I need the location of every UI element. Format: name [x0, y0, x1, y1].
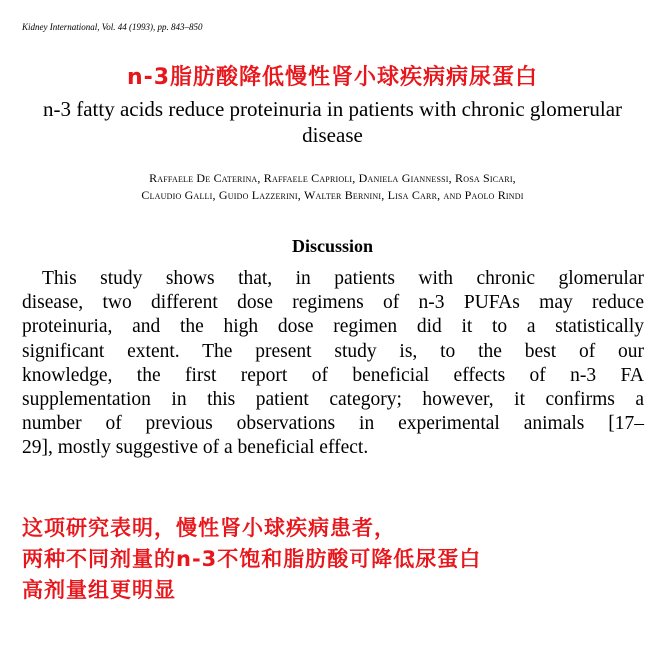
paragraph-line: This study shows that, in patients with chronic glomerular — [42, 268, 644, 289]
author-list — [20, 170, 645, 204]
paragraph-line: knowledge, the first report of beneficial effects of n-3 FA — [22, 364, 644, 386]
summary-line-3: 高剂量组更明显 — [22, 578, 176, 602]
paragraph-line: 29], mostly suggestive of a beneficial effect. — [22, 437, 369, 459]
author-line-2: Claudio Galli, Guido Lazzerini, Walter Bernini, Lisa Carr, and Paolo Rindi — [141, 188, 524, 202]
summary-line-2: 两种不同剂量的n-3不饱和脂肪酸可降低尿蛋白 — [22, 547, 482, 571]
chinese-summary — [22, 513, 481, 606]
paragraph-line: supplementation in this patient category; however, it confirms a — [22, 389, 644, 411]
section-heading: Discussion — [291, 236, 374, 256]
journal-citation: Kidney International, Vol. 44 (1993), pp. 843–850 — [22, 22, 203, 32]
discussion-paragraph — [22, 267, 644, 461]
paragraph-line: significant extent. The present study is, to the best of our — [22, 340, 644, 362]
chinese-title: n-3脂肪酸降低慢性肾小球疾病病尿蛋白 — [126, 65, 539, 90]
summary-line-1: 这项研究表明，慢性肾小球疾病患者， — [22, 516, 396, 540]
paragraph-line: disease, two different dose regimens of n-3 PUFAs may reduce — [22, 292, 644, 314]
paragraph-line: proteinuria, and the high dose regimen did it to a statistically — [22, 316, 644, 338]
paragraph-line: number of previous observations in experimental animals [17– — [22, 413, 644, 435]
author-line-1: Raffaele De Caterina, Raffaele Caprioli, Daniela Giannessi, Rosa Sicari, — [149, 171, 516, 185]
english-title: n-3 fatty acids reduce proteinuria in patients with chronic glomerular disease — [42, 97, 623, 147]
